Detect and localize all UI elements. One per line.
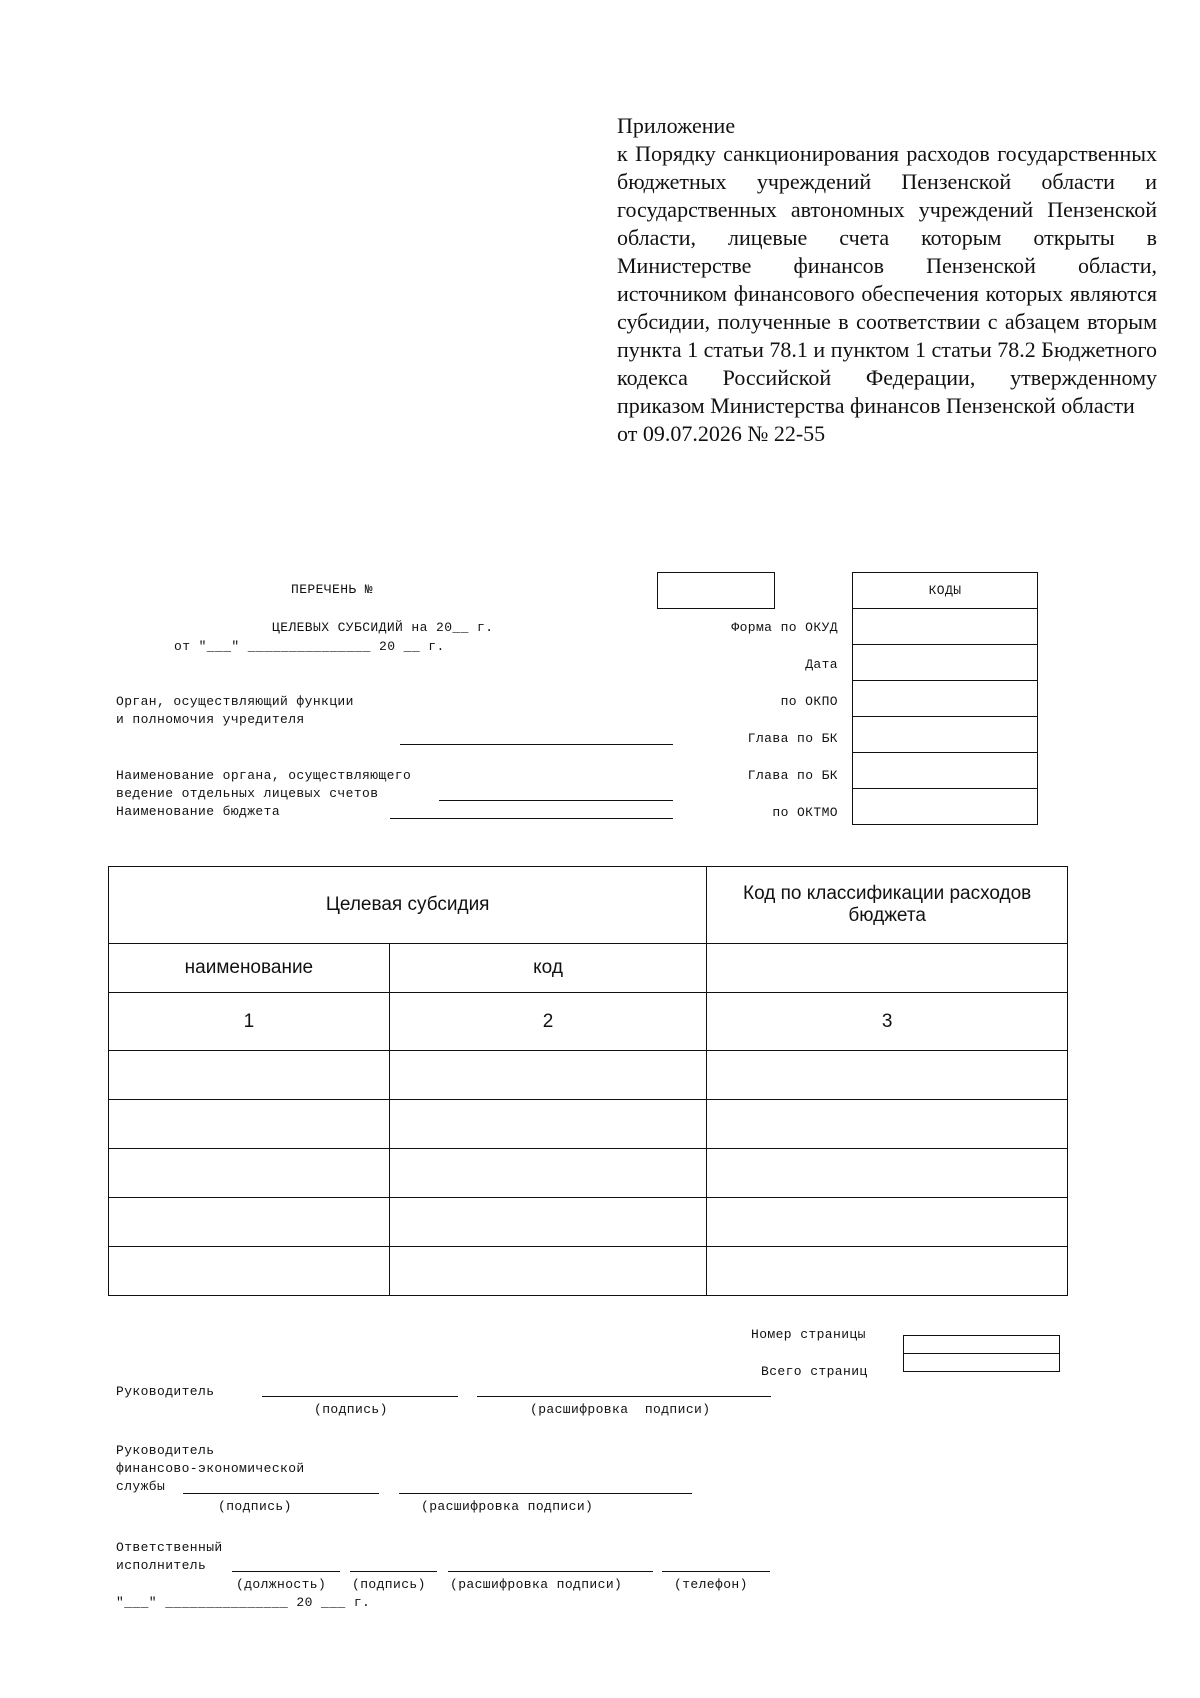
founder-label-2: и полномочия учредителя bbox=[116, 712, 305, 727]
budget-label: Наименование бюджета bbox=[116, 804, 281, 819]
table-cell[interactable] bbox=[109, 1198, 390, 1247]
head-decoding-caption: (расшифровка подписи) bbox=[530, 1402, 711, 1417]
code-label-okud: Форма по ОКУД bbox=[731, 620, 838, 635]
codes-header: КОДЫ bbox=[853, 573, 1038, 609]
appendix-body: к Порядку санкционирования расходов государственных бюджетных учреждений Пензенской области и государственных автономных учреждений Пензенской области, лицевые счета которым открыты в Министерстве финансов Пензенской области, источником финансового обеспечения которых являются субсидии, полученные в соответствии с абзацем вторым пункта 1 статьи 78.1 и пунктом 1 статьи 78.2 Бюджетного кодекса Российской Федерации, утвержденному приказом Министерства финансов Пензенской области bbox=[617, 141, 1157, 418]
table-row bbox=[109, 1051, 1068, 1100]
table-cell[interactable] bbox=[389, 1149, 707, 1198]
code-cell-okud[interactable] bbox=[853, 609, 1038, 645]
table-cell[interactable] bbox=[389, 1100, 707, 1149]
table-cell[interactable] bbox=[109, 1149, 390, 1198]
fin-head-signature-field[interactable] bbox=[183, 1493, 379, 1494]
total-pages-box[interactable] bbox=[903, 1353, 1060, 1372]
codes-table bbox=[852, 572, 1038, 825]
col-number-1: 1 bbox=[109, 993, 390, 1051]
table-row bbox=[109, 1247, 1068, 1296]
code-label-oktmo: по ОКТМО bbox=[772, 805, 838, 820]
executor-label-2: исполнитель bbox=[116, 1558, 207, 1573]
appendix-order: от 09.07.2026 № 22-55 bbox=[617, 421, 826, 446]
founder-label-1: Орган, осуществляющий функции bbox=[116, 694, 354, 709]
account-label-2: ведение отдельных лицевых счетов bbox=[116, 786, 379, 801]
table-cell[interactable] bbox=[389, 1198, 707, 1247]
code-label-okpo: по ОКПО bbox=[780, 694, 838, 709]
fin-head-label-1: Руководитель bbox=[116, 1443, 215, 1458]
page-number-label: Номер страницы bbox=[751, 1327, 866, 1342]
executor-phone-caption: (телефон) bbox=[674, 1577, 748, 1592]
table-cell[interactable] bbox=[109, 1247, 390, 1296]
subheader-empty bbox=[707, 944, 1068, 993]
head-signature-caption: (подпись) bbox=[314, 1402, 388, 1417]
fin-head-label-2: финансово-экономической bbox=[116, 1461, 305, 1476]
table-cell[interactable] bbox=[109, 1100, 390, 1149]
header-target-subsidy: Целевая субсидия bbox=[109, 867, 707, 944]
table-row bbox=[109, 1198, 1068, 1247]
table-cell[interactable] bbox=[109, 1051, 390, 1100]
table-cell[interactable] bbox=[389, 1247, 707, 1296]
head-signature-field[interactable] bbox=[262, 1396, 458, 1397]
list-number-box[interactable] bbox=[657, 572, 775, 609]
table-cell[interactable] bbox=[707, 1198, 1068, 1247]
page-number-box[interactable] bbox=[903, 1335, 1060, 1354]
fin-head-signature-caption: (подпись) bbox=[218, 1499, 292, 1514]
fin-head-decoding-field[interactable] bbox=[399, 1493, 692, 1494]
executor-decoding-caption: (расшифровка подписи) bbox=[450, 1577, 623, 1592]
header-expense-code: Код по классификации расходов бюджета bbox=[707, 867, 1068, 944]
subheader-code: код bbox=[389, 944, 707, 993]
executor-phone-field[interactable] bbox=[662, 1571, 770, 1572]
account-label-1: Наименование органа, осуществляющего bbox=[116, 768, 412, 783]
table-cell[interactable] bbox=[707, 1051, 1068, 1100]
total-pages-label: Всего страниц bbox=[761, 1364, 868, 1379]
executor-position-caption: (должность) bbox=[236, 1577, 327, 1592]
code-cell-oktmo[interactable] bbox=[853, 789, 1038, 825]
col-number-2: 2 bbox=[389, 993, 707, 1051]
executor-signature-caption: (подпись) bbox=[352, 1577, 426, 1592]
code-cell-date[interactable] bbox=[853, 645, 1038, 681]
table-cell[interactable] bbox=[707, 1247, 1068, 1296]
executor-signature-field[interactable] bbox=[350, 1571, 437, 1572]
table-cell[interactable] bbox=[389, 1051, 707, 1100]
table-row bbox=[109, 1100, 1068, 1149]
budget-field[interactable] bbox=[390, 818, 673, 819]
table-cell[interactable] bbox=[707, 1149, 1068, 1198]
col-number-3: 3 bbox=[707, 993, 1068, 1051]
account-field[interactable] bbox=[439, 800, 673, 801]
fin-head-decoding-caption: (расшифровка подписи) bbox=[421, 1499, 594, 1514]
code-label-glava-2: Глава по БК bbox=[747, 768, 838, 783]
code-cell-glava-1[interactable] bbox=[853, 717, 1038, 753]
code-cell-okpo[interactable] bbox=[853, 681, 1038, 717]
table-cell[interactable] bbox=[707, 1100, 1068, 1149]
executor-position-field[interactable] bbox=[232, 1571, 340, 1572]
executor-decoding-field[interactable] bbox=[448, 1571, 653, 1572]
executor-date-line: "___" _______________ 20 ___ г. bbox=[116, 1595, 371, 1610]
code-cell-glava-2[interactable] bbox=[853, 753, 1038, 789]
subheader-name: наименование bbox=[109, 944, 390, 993]
code-label-date: Дата bbox=[805, 657, 838, 672]
appendix-block bbox=[617, 112, 1157, 448]
code-label-glava-1: Глава по БК bbox=[747, 731, 838, 746]
list-subtitle: ЦЕЛЕВЫХ СУБСИДИЙ на 20__ г. bbox=[272, 620, 494, 635]
appendix-title: Приложение bbox=[617, 113, 736, 138]
list-title: ПЕРЕЧЕНЬ № bbox=[291, 582, 374, 597]
fin-head-label-3: службы bbox=[116, 1479, 166, 1494]
list-date-line: от "___" _______________ 20 __ г. bbox=[174, 639, 445, 654]
head-label: Руководитель bbox=[116, 1384, 215, 1399]
executor-label-1: Ответственный bbox=[116, 1540, 223, 1555]
head-decoding-field[interactable] bbox=[477, 1396, 771, 1397]
founder-field[interactable] bbox=[400, 744, 673, 745]
table-row bbox=[109, 1149, 1068, 1198]
subsidies-table bbox=[108, 866, 1068, 1296]
